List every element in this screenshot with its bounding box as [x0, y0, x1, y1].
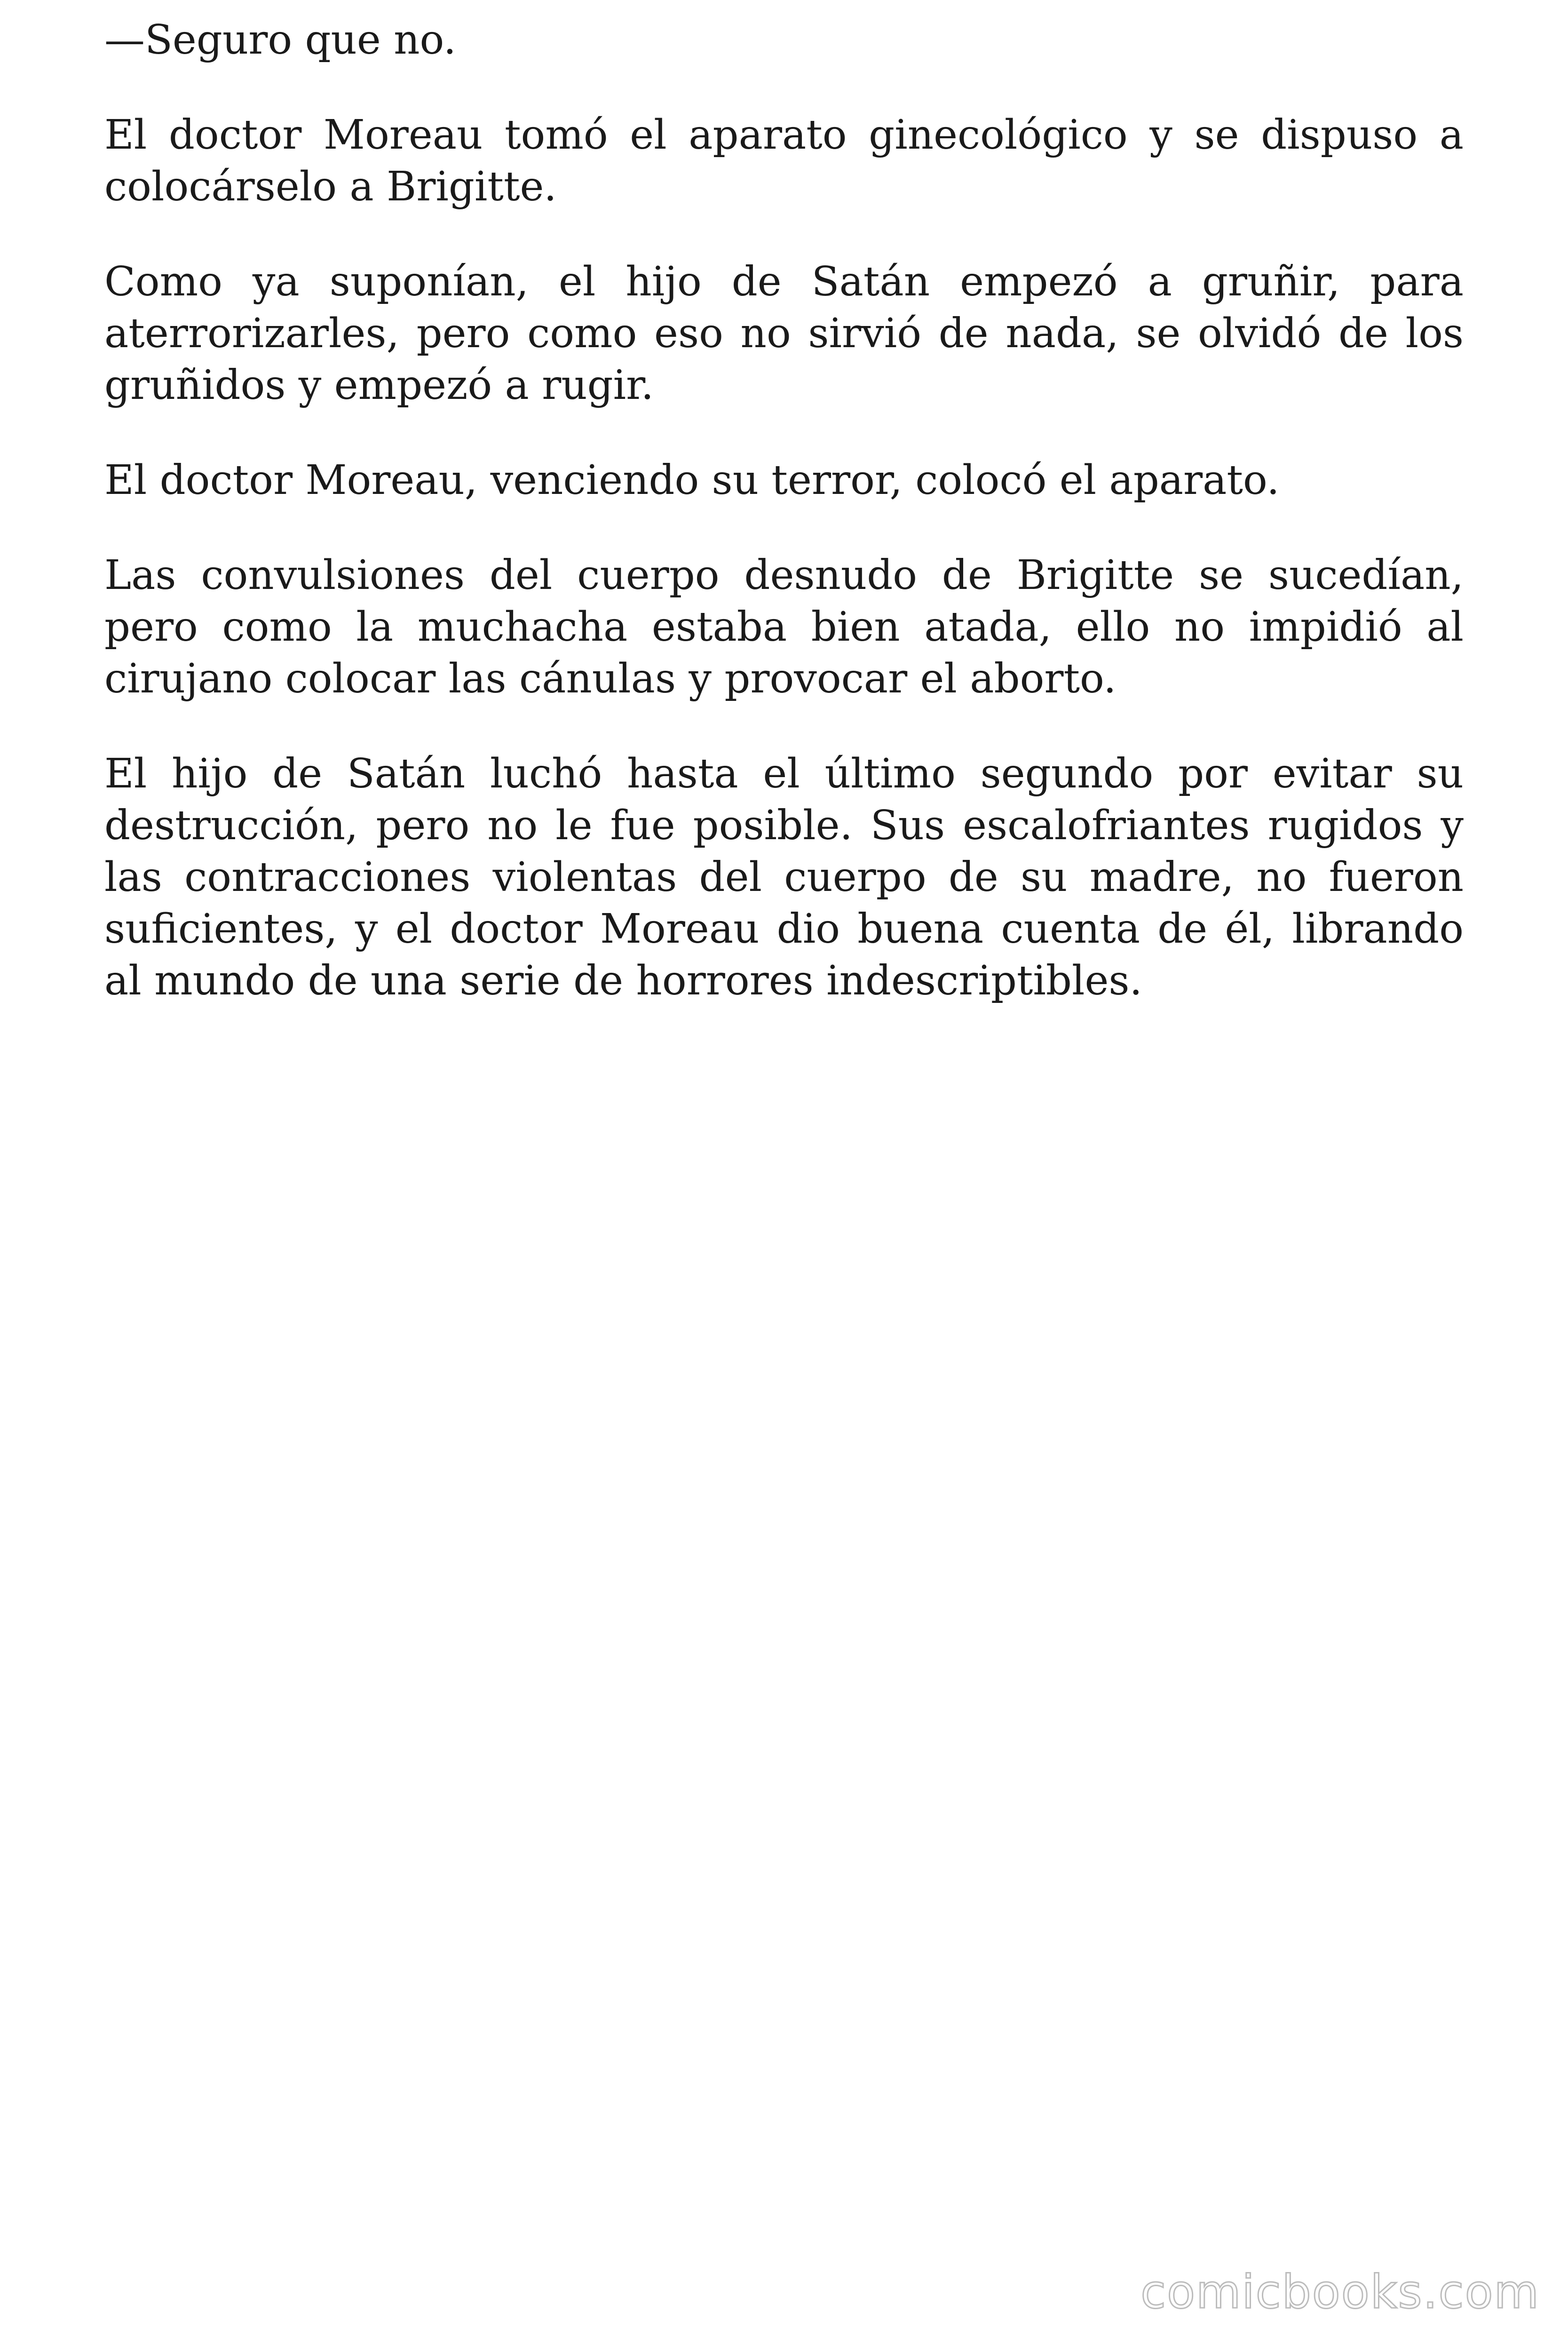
paragraph-1: —Seguro que no.	[104, 16, 457, 64]
paragraph-6: El hijo de Satán luchó hasta el último segundo por evitar su destrucción, pero no le fue posible. Sus escalofriantes rugidos y las contracciones violentas del cuerpo de su madre, no fueron suficientes, y el doctor Moreau dio buena cuenta de él, librando al mundo de una serie de horrores indescriptibles.	[104, 750, 1464, 1004]
paragraph-5: Las convulsiones del cuerpo desnudo de Brigitte se sucedían, pero como la muchacha estaba bien atada, ello no impidió al cirujano colocar las cánulas y provocar el aborto.	[104, 552, 1464, 702]
page-body	[104, 14, 1464, 1050]
paragraph-4: El doctor Moreau, venciendo su terror, colocó el aparato.	[104, 457, 1280, 504]
watermark: comicbooks.com	[1140, 2265, 1540, 2319]
paragraph-2: El doctor Moreau tomó el aparato ginecológico y se dispuso a colocárselo a Brigitte.	[104, 111, 1464, 210]
paragraph-3: Como ya suponían, el hijo de Satán empezó a gruñir, para aterrorizarles, pero como eso no sirvió de nada, se olvidó de los gruñidos y empezó a rugir.	[104, 258, 1464, 409]
